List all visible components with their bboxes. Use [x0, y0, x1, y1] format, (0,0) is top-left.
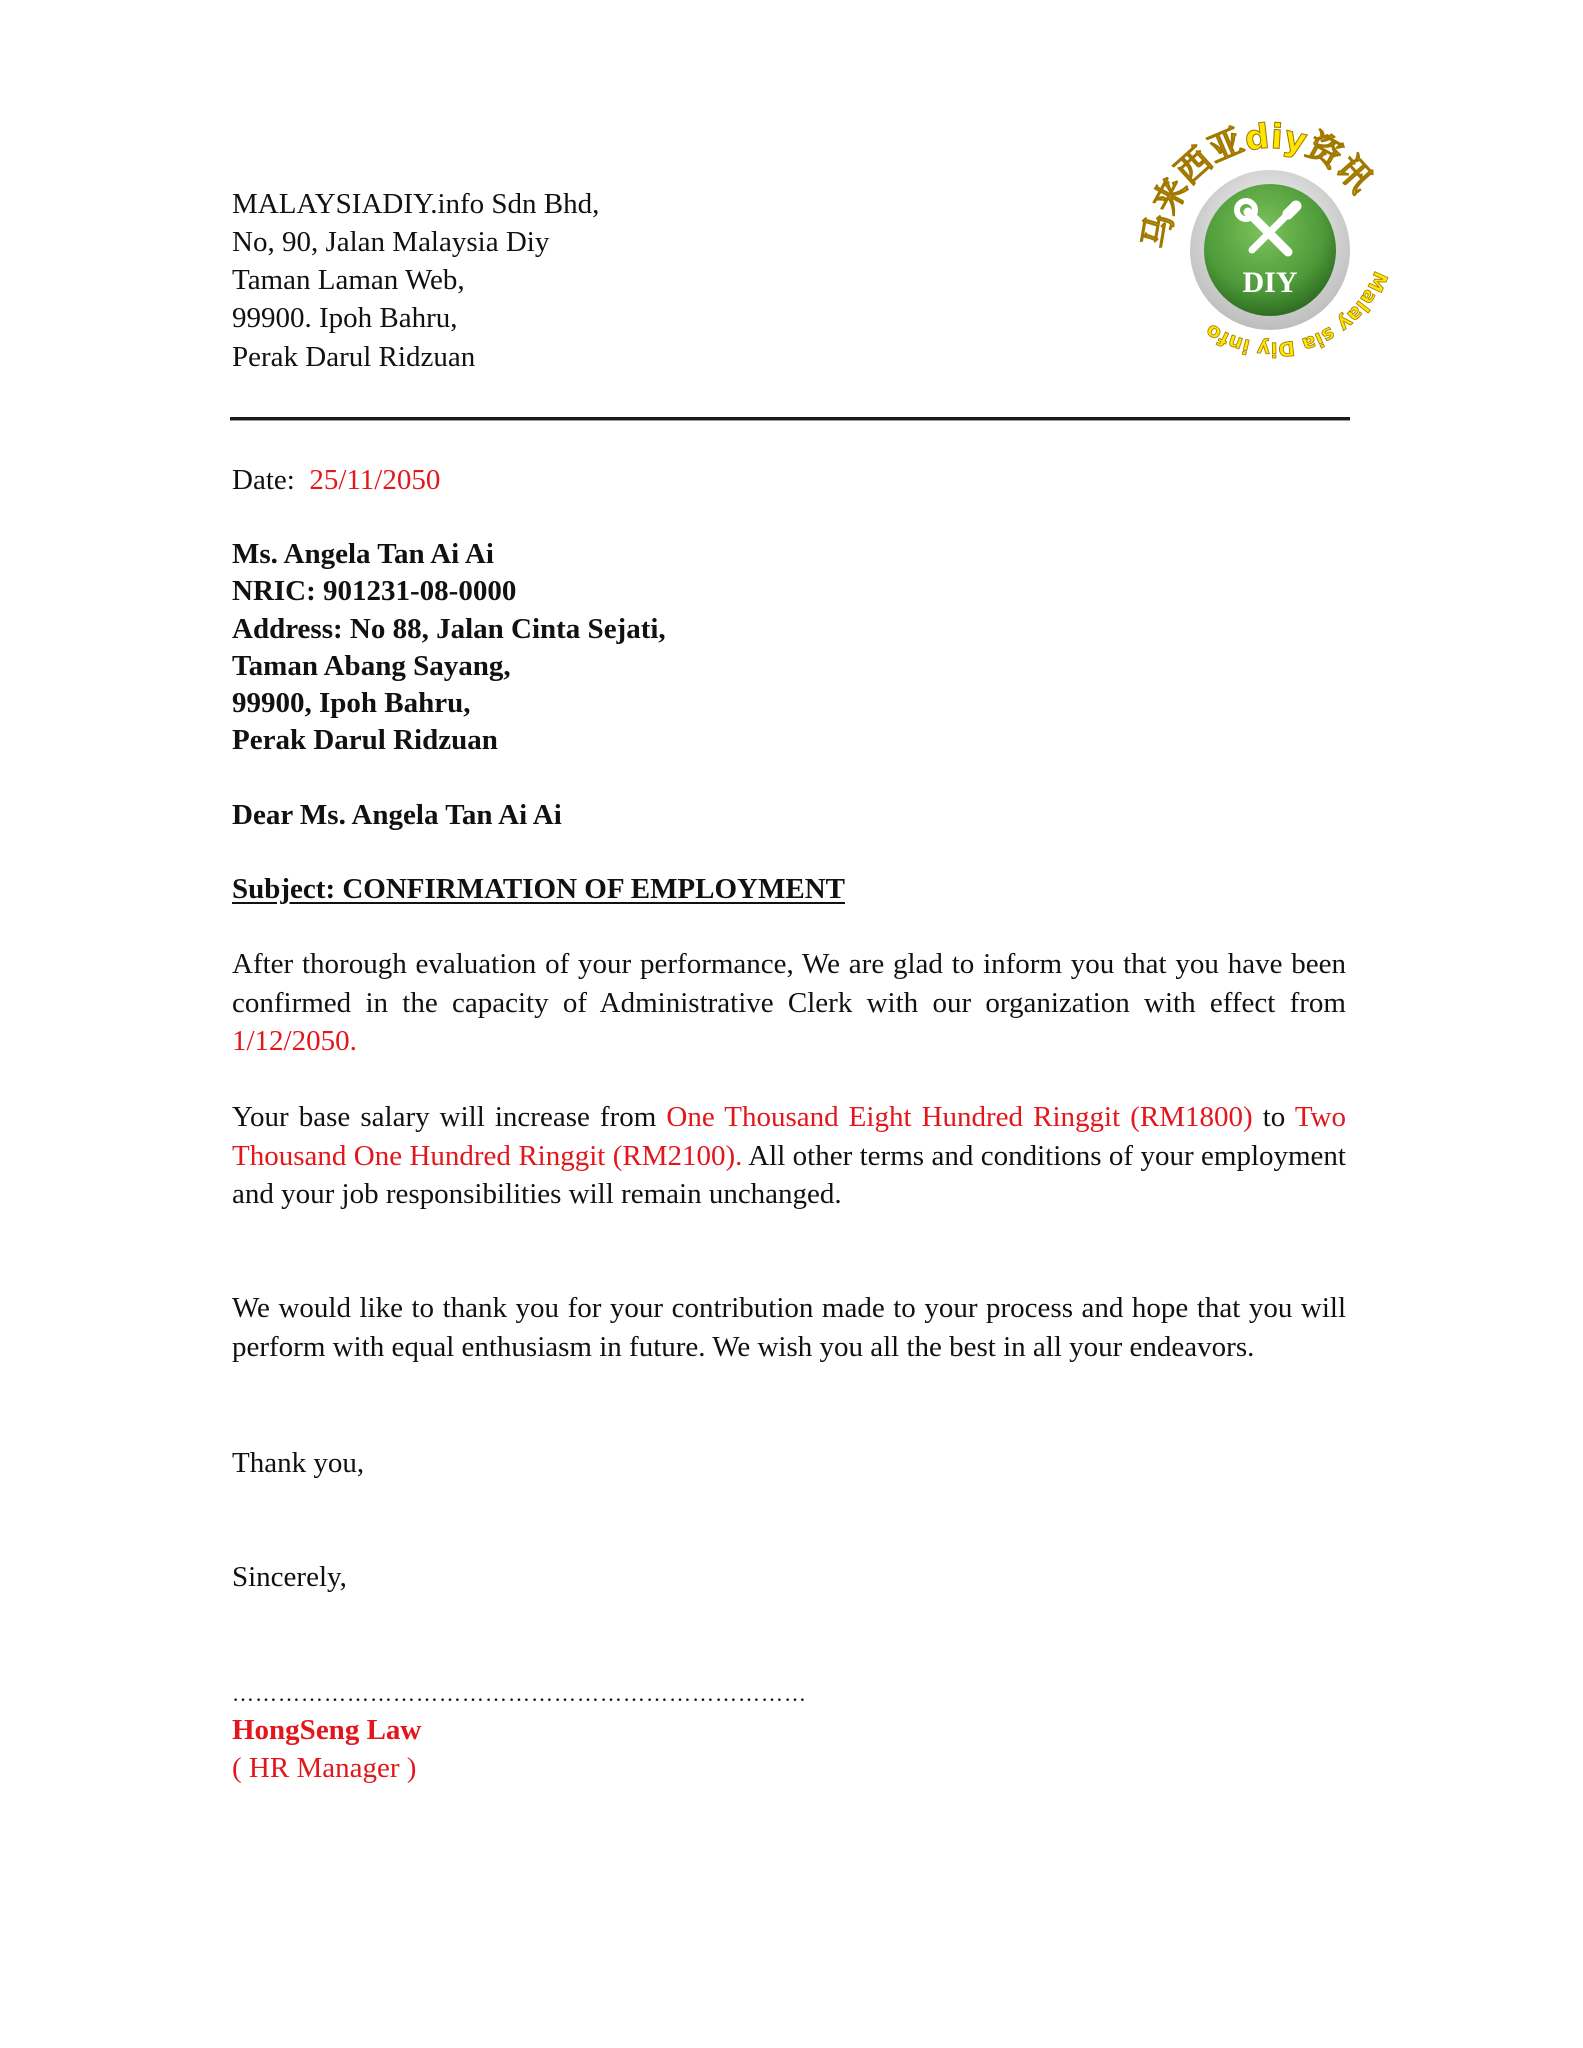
effective-date: 1/12/2050. — [232, 1025, 357, 1057]
signer-name: HongSeng Law — [232, 1714, 422, 1746]
signature-line: ………………………………………………………………… — [232, 1681, 807, 1706]
signer-title: ( HR Manager ) — [232, 1752, 417, 1784]
salutation: Dear Ms. Angela Tan Ai Ai — [232, 799, 562, 831]
date-line — [232, 461, 440, 499]
header-divider — [230, 417, 1350, 420]
diy-logo-graphic — [1120, 100, 1420, 380]
p1-text: After thorough evaluation of your performance, We are glad to inform you that you have been confirmed in the capacity of Administrative Clerk with our organization with effect from — [232, 948, 1346, 1019]
body-paragraph-salary — [232, 1098, 1346, 1214]
logo-badge-text: DIY — [1242, 266, 1298, 299]
p2-text-a: Your base salary will increase from — [232, 1101, 667, 1133]
body-paragraph-confirmation — [232, 945, 1346, 1061]
recipient-name: Ms. Angela Tan Ai Ai — [232, 538, 494, 570]
recipient-nric: NRIC: 901231-08-0000 — [232, 575, 517, 607]
sender-line: Taman Laman Web, — [232, 264, 465, 296]
closing-thanks: Thank you, — [232, 1447, 365, 1479]
date-label: Date: — [232, 464, 295, 496]
recipient-address-line: Taman Abang Sayang, — [232, 650, 511, 682]
recipient-address-line: Perak Darul Ridzuan — [232, 724, 498, 756]
body-paragraph-thanks: We would like to thank you for your contribution made to your process and hope that you will perform with equal enthusiasm in future. We wish you all the best in all your endeavors. — [232, 1292, 1346, 1363]
recipient-address-line: 99900, Ipoh Bahru, — [232, 687, 471, 719]
subject-line: Subject: CONFIRMATION OF EMPLOYMENT — [232, 873, 845, 905]
closing-sincerely: Sincerely, — [232, 1561, 347, 1593]
logo-arc-bottom-text: Malay sia Diy info — [1201, 268, 1393, 362]
p2-text-b: to — [1252, 1101, 1295, 1133]
logo-arc-top-text: 马来西亚diy资讯 — [1136, 116, 1381, 252]
company-logo — [1120, 100, 1420, 380]
old-salary: One Thousand Eight Hundred Ringgit (RM1800) — [666, 1101, 1253, 1133]
sender-line: 99900. Ipoh Bahru, — [232, 302, 458, 334]
sender-line: No, 90, Jalan Malaysia Diy — [232, 226, 550, 258]
new-salary: Two Thousand One Hundred Ringgit (RM2100). — [232, 1101, 1346, 1172]
date-value: 25/11/2050 — [309, 464, 441, 496]
sender-line: MALAYSIADIY.info Sdn Bhd, — [232, 188, 600, 220]
recipient-address-line: Address: No 88, Jalan Cinta Sejati, — [232, 613, 666, 645]
p2-text-c: All other terms and conditions of your employment and your job responsibilities will remain unchanged. — [232, 1139, 1346, 1210]
sender-line: Perak Darul Ridzuan — [232, 341, 476, 373]
